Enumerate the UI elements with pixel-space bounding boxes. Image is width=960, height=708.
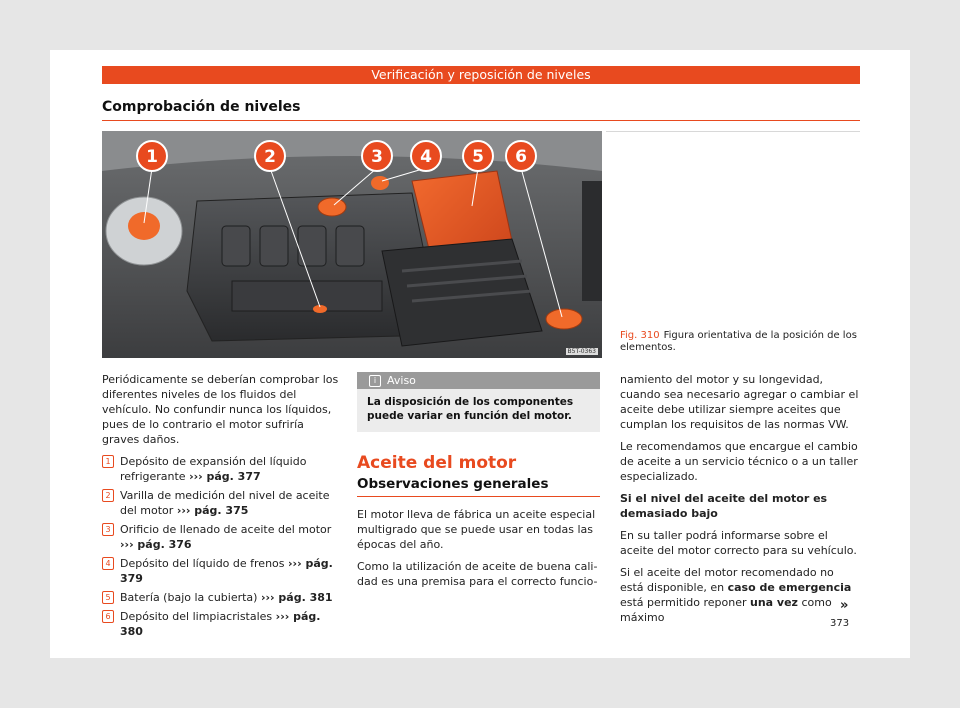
item-text: Depósito del líquido de frenos: [120, 557, 285, 570]
page-reference-link[interactable]: ››› pág. 375: [176, 504, 249, 517]
chapter-heading: Aceite del motor: [357, 453, 517, 473]
page-reference-link[interactable]: ››› pág. 381: [260, 591, 333, 604]
engine-bay-figure: [102, 131, 602, 358]
list-item: [102, 522, 342, 552]
chapter-banner: Verificación y reposición de niveles: [102, 66, 860, 84]
intake-manifold: [232, 281, 382, 311]
title-rule: [102, 120, 860, 121]
callout-label: 6: [515, 147, 527, 167]
notice-title: Aviso: [387, 374, 416, 387]
figure-rule: [606, 131, 860, 132]
text-run: está permitido reponer: [620, 596, 747, 609]
column-left: [102, 372, 342, 643]
list-item: [102, 556, 342, 586]
page-reference-link[interactable]: ››› pág. 379: [120, 557, 333, 585]
intro-paragraph: Periódicamente se deberían comprobar los diferentes niveles de los fluidos del vehículo. No confundir nunca los líquidos, pues de lo contrario el motor sufriría graves daños.: [102, 373, 339, 446]
list-item: [102, 609, 342, 639]
figure-caption: [620, 330, 860, 354]
figure-code: B5T-0363: [567, 348, 596, 355]
oil-filler-cap: [318, 198, 346, 216]
page-reference-link[interactable]: ››› pág. 377: [189, 470, 261, 483]
item-number-badge: 5: [102, 591, 114, 604]
column-middle: [357, 372, 600, 596]
callout-label: 2: [264, 147, 276, 167]
list-item: [102, 488, 342, 518]
paragraph: [620, 565, 860, 625]
paragraph: El motor lleva de fábrica un aceite especial multigrado que se puede usar en todas las épocas del año.: [357, 508, 596, 551]
emphasis: una vez: [750, 596, 798, 609]
notice-box: [357, 372, 600, 432]
item-number-badge: 1: [102, 455, 114, 468]
subsection-rule: [357, 496, 600, 497]
side-panel: [582, 181, 602, 301]
list-item: [102, 590, 342, 605]
page-reference-link[interactable]: ››› pág. 376: [120, 538, 192, 551]
item-text: Varilla de medición del nivel de aceite del motor: [120, 489, 330, 517]
paragraph: En su taller podrá informarse sobre el aceite del motor correcto para su vehículo.: [620, 529, 857, 557]
info-icon: i: [369, 375, 381, 387]
callout-label: 4: [420, 147, 432, 167]
item-text: Batería (bajo la cubierta): [120, 591, 258, 604]
component-list: [102, 454, 342, 639]
item-number-badge: 3: [102, 523, 114, 536]
paragraph: Como la utilización de aceite de buena calidad es una premisa para el correcto funcio-: [357, 560, 598, 588]
text-run: Si el aceite del motor recomendado no está disponible, en: [620, 566, 834, 594]
figure-caption-text: Figura orientativa de la posición de los elementos.: [620, 330, 857, 353]
bold-subheading: Si el nivel del aceite del motor es demasiado bajo: [620, 492, 828, 520]
subsection-heading: Observaciones generales: [357, 476, 549, 492]
page-number: 373: [830, 618, 850, 629]
page-reference-link[interactable]: ››› pág. 380: [120, 610, 321, 638]
section-title: Comprobación de niveles: [102, 99, 301, 115]
callout-label: 3: [371, 147, 383, 167]
paragraph: Le recomendamos que encargue el cambio de aceite a un servicio técnico o a un taller especializado.: [620, 440, 858, 483]
continue-marker: »: [840, 598, 849, 613]
text-run: como máximo: [620, 596, 832, 624]
notice-body: La disposición de los componentes puede variar en función del motor.: [367, 396, 574, 422]
item-number-badge: 4: [102, 557, 114, 570]
item-number-badge: 2: [102, 489, 114, 502]
callout-label: 5: [472, 147, 484, 167]
engine-bay-illustration: [102, 131, 602, 358]
figure-number: Fig. 310: [620, 330, 660, 341]
item-text: Depósito del limpiacristales: [120, 610, 273, 623]
brake-fluid-cap: [371, 176, 389, 190]
item-number-badge: 6: [102, 610, 114, 623]
emphasis: caso de emergencia: [727, 581, 852, 594]
washer-cap: [546, 309, 582, 329]
item-text: Depósito de expansión del líquido refrigerante: [120, 455, 307, 483]
notice-header: [357, 372, 600, 389]
manual-page: [50, 50, 910, 658]
item-text: Orificio de llenado de aceite del motor: [120, 523, 332, 536]
paragraph: namiento del motor y su longevidad, cuando sea necesario agregar o cambiar el aceite debe utilizar siempre aceites que cumplan los requisitos de las normas VW.: [620, 373, 859, 431]
callout-label: 1: [146, 147, 158, 167]
list-item: [102, 454, 342, 484]
coolant-cap: [128, 212, 160, 240]
column-right: [620, 372, 860, 632]
